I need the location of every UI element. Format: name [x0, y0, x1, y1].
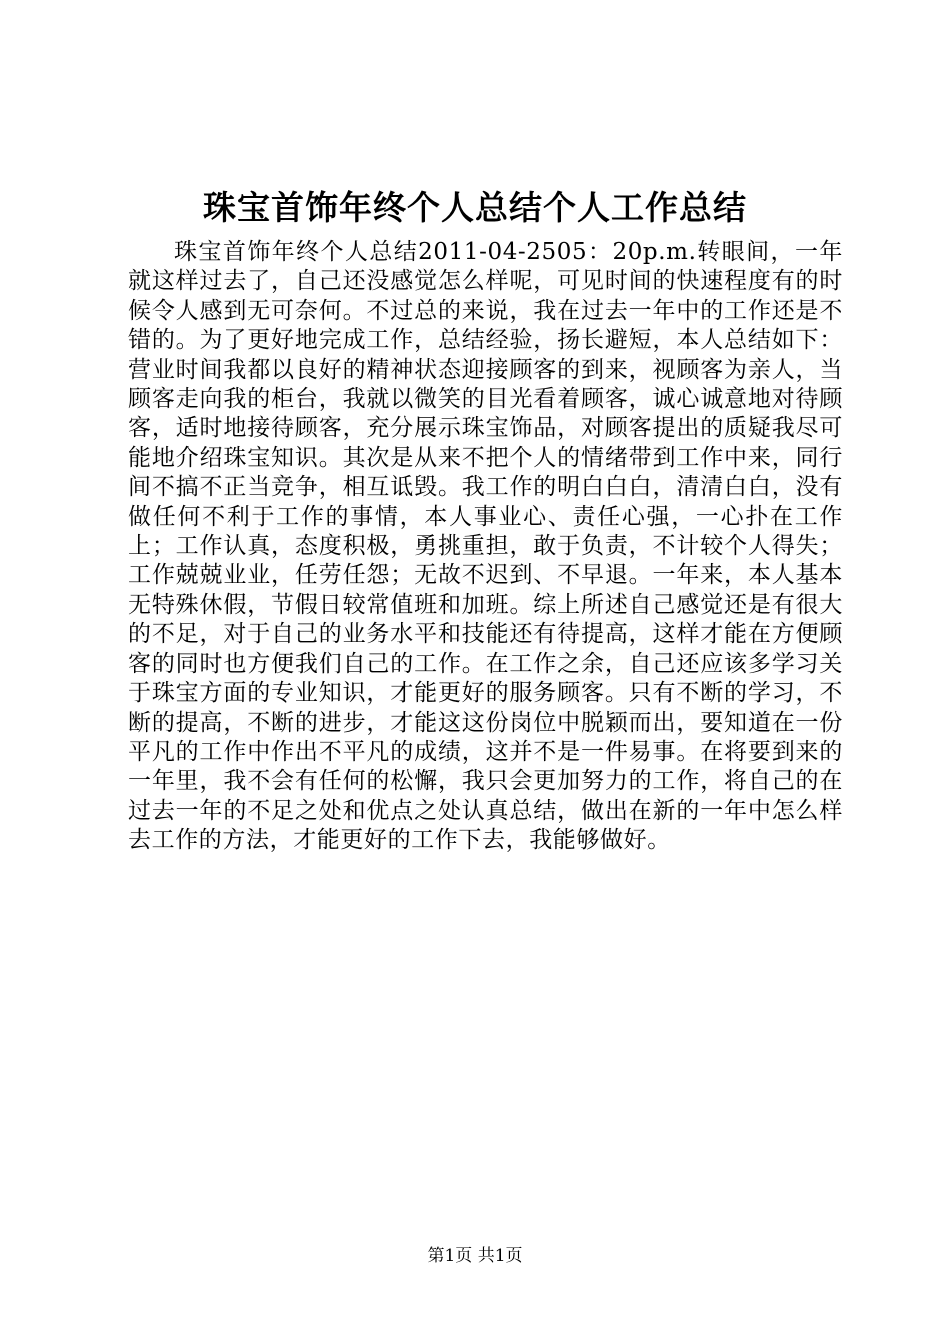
page-number-footer: 第1页 共1页: [427, 1246, 523, 1266]
page-title: 珠宝首饰年终个人总结个人工作总结: [203, 188, 747, 227]
body-paragraph: 珠宝首饰年终个人总结2011-04-2505：20p.m.转眼间，一年就这样过去了，自己还没感觉怎么样呢，可见时间的快速程度有的时候令人感到无可奈何。不过总的来说，我在过去一年中的工作还是不错的。为了更好地完成工作，总结经验，扬长避短，本人总结如下：营业时间我都以良好的精神状态迎接顾客的到来，视顾客为亲人，当顾客走向我的柜台，我就以微笑的目光看着顾客，诚心诚意地对待顾客，适时地接待顾客，充分展示珠宝饰品，对顾客提出的质疑我尽可能地介绍珠宝知识。其次是从来不把个人的情绪带到工作中来，同行间不搞不正当竞争，相互诋毁。我工作的明白白白，清清白白，没有做任何不利于工作的事情，本人事业心、责任心强，一心扑在工作上；工作认真，态度积极，勇挑重担，敢于负责，不计较个人得失；工作兢兢业业，任劳任怨；无故不迟到、不早退。一年来，本人基本无特殊休假，节假日较常值班和加班。综上所述自己感觉还是有很大的不足，对于自己的业务水平和技能还有待提高，这样才能在方便顾客的同时也方便我们自己的工作。在工作之余，自己还应该多学习关于珠宝方面的专业知识，才能更好的服务顾客。只有不断的学习，不断的提高，不断的进步，才能这这份岗位中脱颖而出，要知道在一份平凡的工作中作出不平凡的成绩，这并不是一件易事。在将要到来的一年里，我不会有任何的松懈，我只会更加努力的工作，将自己的在过去一年的不足之处和优点之处认真总结，做出在新的一年中怎么样去工作的方法，才能更好的工作下去，我能够做好。: [128, 239, 843, 854]
